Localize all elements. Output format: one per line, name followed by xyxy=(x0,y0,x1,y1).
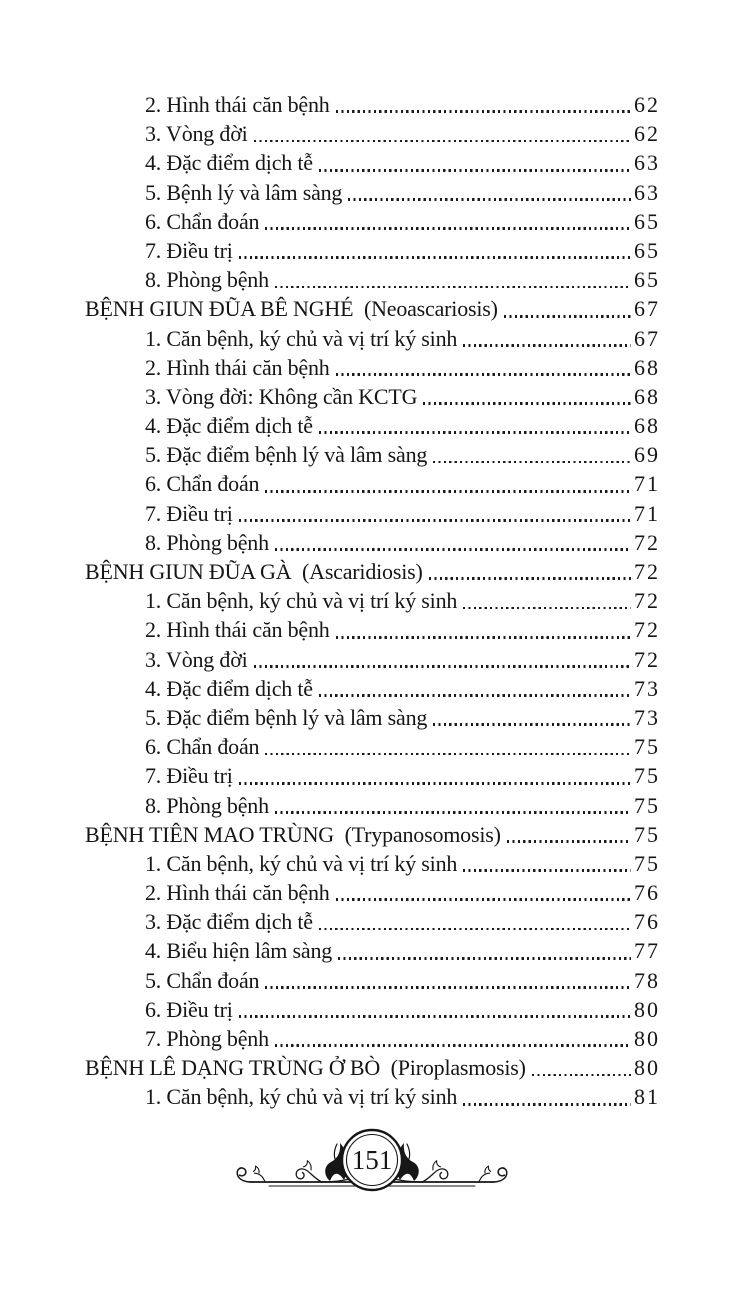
toc-leader-dots xyxy=(313,411,634,440)
toc-leader-dots xyxy=(330,90,634,119)
page-footer xyxy=(0,1126,744,1206)
toc-sub-entry xyxy=(85,1082,660,1111)
toc-entry-page: 62 xyxy=(634,121,660,147)
toc-leader-dots xyxy=(332,936,634,965)
toc-entry-label: 7. Điều trị xyxy=(145,500,233,526)
toc-entry-page: 62 xyxy=(634,92,660,117)
toc-leader-dots xyxy=(457,586,634,615)
toc-sub-entry xyxy=(85,966,660,995)
toc-sub-entry xyxy=(85,1024,660,1053)
toc-sub-entry xyxy=(85,207,660,236)
toc-entry-label: 3. Đặc điểm dịch tễ xyxy=(145,909,313,935)
toc-sub-entry xyxy=(85,703,660,732)
toc-sub-entry xyxy=(85,90,660,119)
toc-entry-page: 72 xyxy=(634,617,660,643)
toc-entry-label: 7. Điều trị xyxy=(145,763,233,789)
toc-entry-label: 7. Phòng bệnh xyxy=(145,1026,269,1051)
toc-entry-page: 65 xyxy=(634,237,660,263)
toc-leader-dots xyxy=(457,849,634,878)
toc-sub-entry xyxy=(85,995,660,1024)
toc-leader-dots xyxy=(313,674,634,703)
toc-leader-dots xyxy=(501,820,634,849)
toc-entry-label: 5. Bệnh lý và lâm sàng xyxy=(145,179,343,205)
toc-sub-entry xyxy=(85,324,660,353)
toc-leader-dots xyxy=(423,557,634,586)
toc-entry-label: 4. Đặc điểm dịch tễ xyxy=(145,413,313,439)
toc-entry-label: 4. Đặc điểm dịch tễ xyxy=(145,150,313,176)
table-of-contents xyxy=(85,90,660,1112)
toc-entry-page: 71 xyxy=(634,500,660,526)
toc-entry-page: 63 xyxy=(634,179,660,205)
toc-leader-dots xyxy=(457,324,634,353)
toc-leader-dots xyxy=(427,440,634,469)
toc-entry-page: 75 xyxy=(634,792,660,818)
toc-sub-entry xyxy=(85,178,660,207)
toc-section-entry xyxy=(85,820,660,849)
toc-entry-page: 68 xyxy=(634,383,660,409)
toc-leader-dots xyxy=(248,645,634,674)
toc-entry-label: 2. Hình thái căn bệnh xyxy=(145,354,330,380)
toc-sub-entry xyxy=(85,499,660,528)
toc-leader-dots xyxy=(427,703,634,732)
toc-leader-dots xyxy=(233,761,634,790)
toc-entry-page: 78 xyxy=(634,967,660,993)
toc-leader-dots xyxy=(417,382,634,411)
toc-entry-label: 6. Chẩn đoán xyxy=(145,208,260,234)
toc-leader-dots xyxy=(248,119,634,148)
toc-entry-page: 80 xyxy=(634,1055,660,1081)
toc-leader-dots xyxy=(233,236,634,265)
toc-entry-label: 1. Căn bệnh, ký chủ và vị trí ký sinh xyxy=(145,850,458,876)
toc-entry-label: 5. Đặc điểm bệnh lý và lâm sàng xyxy=(145,442,428,468)
toc-entry-label: 5. Chẩn đoán xyxy=(145,967,260,993)
toc-leader-dots xyxy=(259,469,634,498)
toc-entry-label: 3. Vòng đời: Không cần KCTG xyxy=(145,383,418,409)
toc-entry-label: 6. Chẩn đoán xyxy=(145,734,260,760)
toc-sub-entry xyxy=(85,469,660,498)
toc-section-entry xyxy=(85,557,660,586)
toc-entry-label: BỆNH LÊ DẠNG TRÙNG Ở BÒ (Piroplasmosis) xyxy=(85,1055,526,1081)
toc-entry-page: 75 xyxy=(634,850,660,876)
toc-entry-page: 76 xyxy=(634,880,660,906)
toc-sub-entry xyxy=(85,119,660,148)
toc-leader-dots xyxy=(330,878,634,907)
toc-leader-dots xyxy=(526,1053,634,1082)
toc-entry-page: 81 xyxy=(634,1084,660,1110)
toc-entry-page: 80 xyxy=(634,1026,660,1051)
toc-entry-label: 6. Điều trị xyxy=(145,996,233,1022)
toc-entry-page: 68 xyxy=(634,413,660,439)
toc-entry-label: 5. Đặc điểm bệnh lý và lâm sàng xyxy=(145,704,428,730)
toc-sub-entry xyxy=(85,674,660,703)
toc-sub-entry xyxy=(85,761,660,790)
toc-sub-entry xyxy=(85,236,660,265)
toc-entry-page: 67 xyxy=(634,296,660,322)
toc-leader-dots xyxy=(313,907,634,936)
toc-entry-label: BỆNH GIUN ĐŨA BÊ NGHÉ (Neoascariosis) xyxy=(85,296,498,322)
toc-sub-entry xyxy=(85,382,660,411)
toc-entry-label: 8. Phòng bệnh xyxy=(145,267,269,293)
toc-sub-entry xyxy=(85,732,660,761)
toc-entry-page: 73 xyxy=(634,675,660,701)
toc-entry-label: 6. Chẩn đoán xyxy=(145,471,260,497)
toc-entry-page: 63 xyxy=(634,150,660,176)
toc-entry-label: 2. Hình thái căn bệnh xyxy=(145,92,330,117)
toc-leader-dots xyxy=(269,528,634,557)
toc-sub-entry xyxy=(85,148,660,177)
toc-entry-label: BỆNH GIUN ĐŨA GÀ (Ascaridiosis) xyxy=(85,559,423,584)
toc-entry-label: 8. Phòng bệnh xyxy=(145,529,269,555)
toc-leader-dots xyxy=(498,294,634,323)
toc-leader-dots xyxy=(269,1024,634,1053)
toc-entry-page: 75 xyxy=(634,763,660,789)
toc-sub-entry xyxy=(85,586,660,615)
toc-entry-label: 1. Căn bệnh, ký chủ và vị trí ký sinh xyxy=(145,588,458,614)
toc-entry-page: 68 xyxy=(634,354,660,380)
toc-leader-dots xyxy=(457,1082,634,1111)
toc-sub-entry xyxy=(85,645,660,674)
toc-entry-page: 73 xyxy=(634,704,660,730)
toc-entry-label: 1. Căn bệnh, ký chủ và vị trí ký sinh xyxy=(145,1084,458,1110)
toc-sub-entry xyxy=(85,411,660,440)
toc-leader-dots xyxy=(259,207,634,236)
toc-entry-label: BỆNH TIÊN MAO TRÙNG (Trypanosomosis) xyxy=(85,821,501,847)
toc-entry-page: 71 xyxy=(634,471,660,497)
page-number: 151 xyxy=(351,1145,393,1175)
toc-entry-label: 4. Biểu hiện lâm sàng xyxy=(145,938,333,964)
toc-sub-entry xyxy=(85,907,660,936)
toc-sub-entry xyxy=(85,878,660,907)
toc-entry-page: 80 xyxy=(634,996,660,1022)
toc-sub-entry xyxy=(85,936,660,965)
toc-leader-dots xyxy=(330,353,634,382)
toc-section-entry xyxy=(85,1053,660,1082)
toc-entry-page: 75 xyxy=(634,734,660,760)
toc-entry-label: 2. Hình thái căn bệnh xyxy=(145,880,330,906)
toc-entry-page: 65 xyxy=(634,267,660,293)
toc-entry-label: 8. Phòng bệnh xyxy=(145,792,269,818)
toc-entry-label: 3. Vòng đời xyxy=(145,121,248,147)
toc-entry-page: 72 xyxy=(634,529,660,555)
toc-leader-dots xyxy=(313,148,634,177)
toc-entry-page: 72 xyxy=(634,588,660,614)
toc-leader-dots xyxy=(342,178,634,207)
toc-leader-dots xyxy=(259,732,634,761)
toc-leader-dots xyxy=(330,615,634,644)
toc-entry-page: 75 xyxy=(634,821,660,847)
toc-entry-page: 67 xyxy=(634,325,660,351)
toc-leader-dots xyxy=(269,791,634,820)
toc-sub-entry xyxy=(85,528,660,557)
flourish-divider-icon xyxy=(217,1126,527,1206)
toc-sub-entry xyxy=(85,265,660,294)
toc-entry-page: 76 xyxy=(634,909,660,935)
toc-entry-page: 72 xyxy=(634,646,660,672)
toc-entry-label: 1. Căn bệnh, ký chủ và vị trí ký sinh xyxy=(145,325,458,351)
toc-sub-entry xyxy=(85,440,660,469)
toc-sub-entry xyxy=(85,615,660,644)
toc-sub-entry xyxy=(85,849,660,878)
toc-sub-entry xyxy=(85,791,660,820)
toc-entry-page: 65 xyxy=(634,208,660,234)
toc-leader-dots xyxy=(259,966,634,995)
toc-leader-dots xyxy=(233,499,634,528)
toc-sub-entry xyxy=(85,353,660,382)
toc-entry-label: 3. Vòng đời xyxy=(145,646,248,672)
toc-entry-label: 4. Đặc điểm dịch tễ xyxy=(145,675,313,701)
toc-leader-dots xyxy=(269,265,634,294)
toc-entry-page: 77 xyxy=(634,938,660,964)
toc-entry-label: 2. Hình thái căn bệnh xyxy=(145,617,330,643)
toc-entry-page: 72 xyxy=(634,559,660,584)
toc-entry-page: 69 xyxy=(634,442,660,468)
toc-entry-label: 7. Điều trị xyxy=(145,237,233,263)
toc-leader-dots xyxy=(233,995,634,1024)
toc-section-entry xyxy=(85,294,660,323)
